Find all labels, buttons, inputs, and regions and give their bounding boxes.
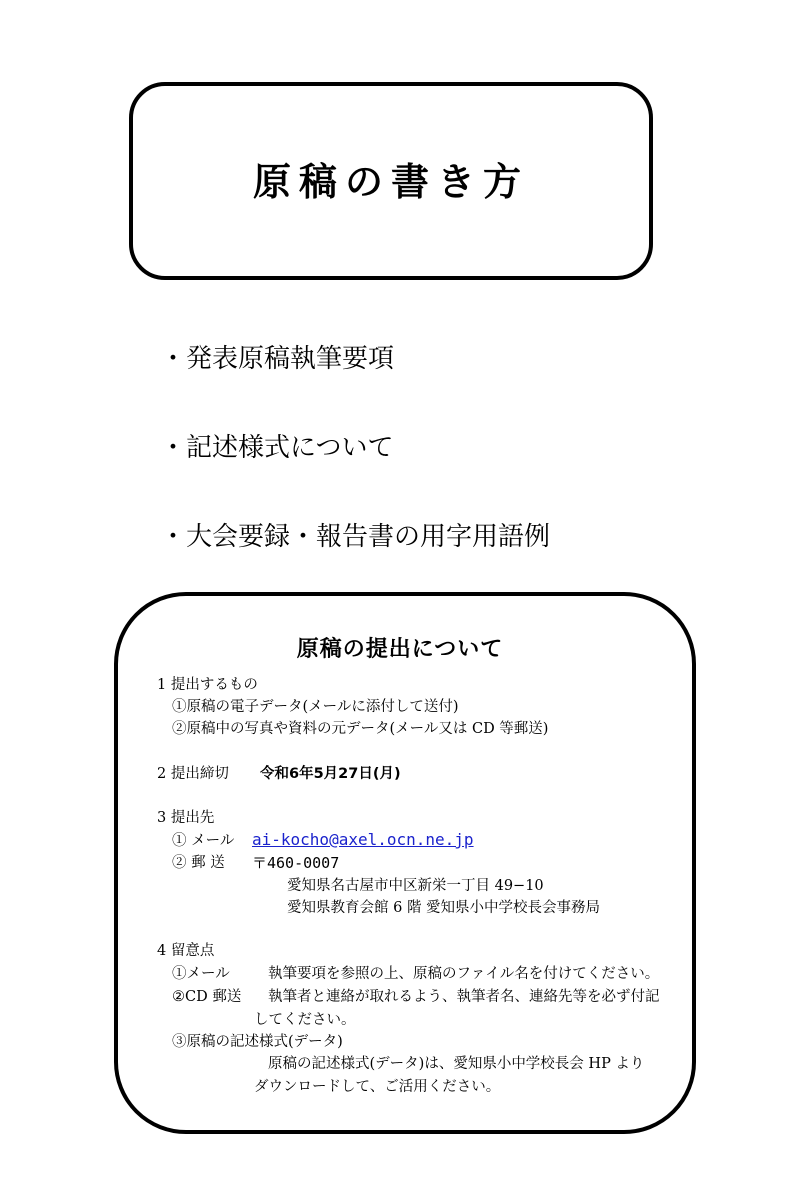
section2-heading: 2 提出締切 (157, 766, 229, 782)
note3-text: 原稿の記述様式(データ)は、愛知県小中学校長会 HP より (268, 1056, 645, 1072)
title-box (129, 82, 653, 280)
deadline-date: 令和6年5月27日(月) (260, 766, 401, 782)
address-line-1: 愛知県名古屋市中区新栄一丁目 49−10 (287, 878, 544, 894)
section1-item-2: ②原稿中の写真や資料の元データ(メール又は CD 等郵送) (172, 721, 549, 737)
note1-text: 執筆要項を参照の上、原稿のファイル名を付けてください。 (268, 966, 660, 982)
section1-item-1: ①原稿の電子データ(メールに添付して送付) (172, 699, 459, 715)
note1-label: ①メール (172, 966, 230, 982)
section4-heading: 4 留意点 (157, 943, 215, 959)
note2-text-continued: してください。 (254, 1012, 356, 1028)
note3-text-continued: ダウンロードして、ご活用ください。 (254, 1079, 501, 1095)
submission-title: 原稿の提出について (296, 637, 504, 662)
note2-label: ②CD 郵送 (172, 989, 242, 1005)
mail-label: ① メール (172, 833, 235, 849)
page-title: 原稿の書き方 (252, 159, 529, 204)
post-label: ② 郵 送 (172, 855, 225, 871)
email-link[interactable]: ai-kocho@axel.ocn.ne.jp (252, 830, 474, 849)
note2-text: 執筆者と連絡が取れるよう、執筆者名、連絡先等を必ず付記 (268, 989, 660, 1005)
section1-heading: 1 提出するもの (157, 677, 258, 693)
toc-item-writing-guidelines: ・発表原稿執筆要項 (160, 344, 395, 374)
toc-item-terminology: ・大会要録・報告書の用字用語例 (160, 522, 551, 552)
toc-item-format: ・記述様式について (160, 433, 394, 463)
section3-heading: 3 提出先 (157, 810, 215, 826)
note3-label: ③原稿の記述様式(データ) (172, 1034, 343, 1050)
postal-code: 〒460-0007 (252, 854, 340, 872)
address-line-2: 愛知県教育会館 6 階 愛知県小中学校長会事務局 (287, 900, 601, 916)
